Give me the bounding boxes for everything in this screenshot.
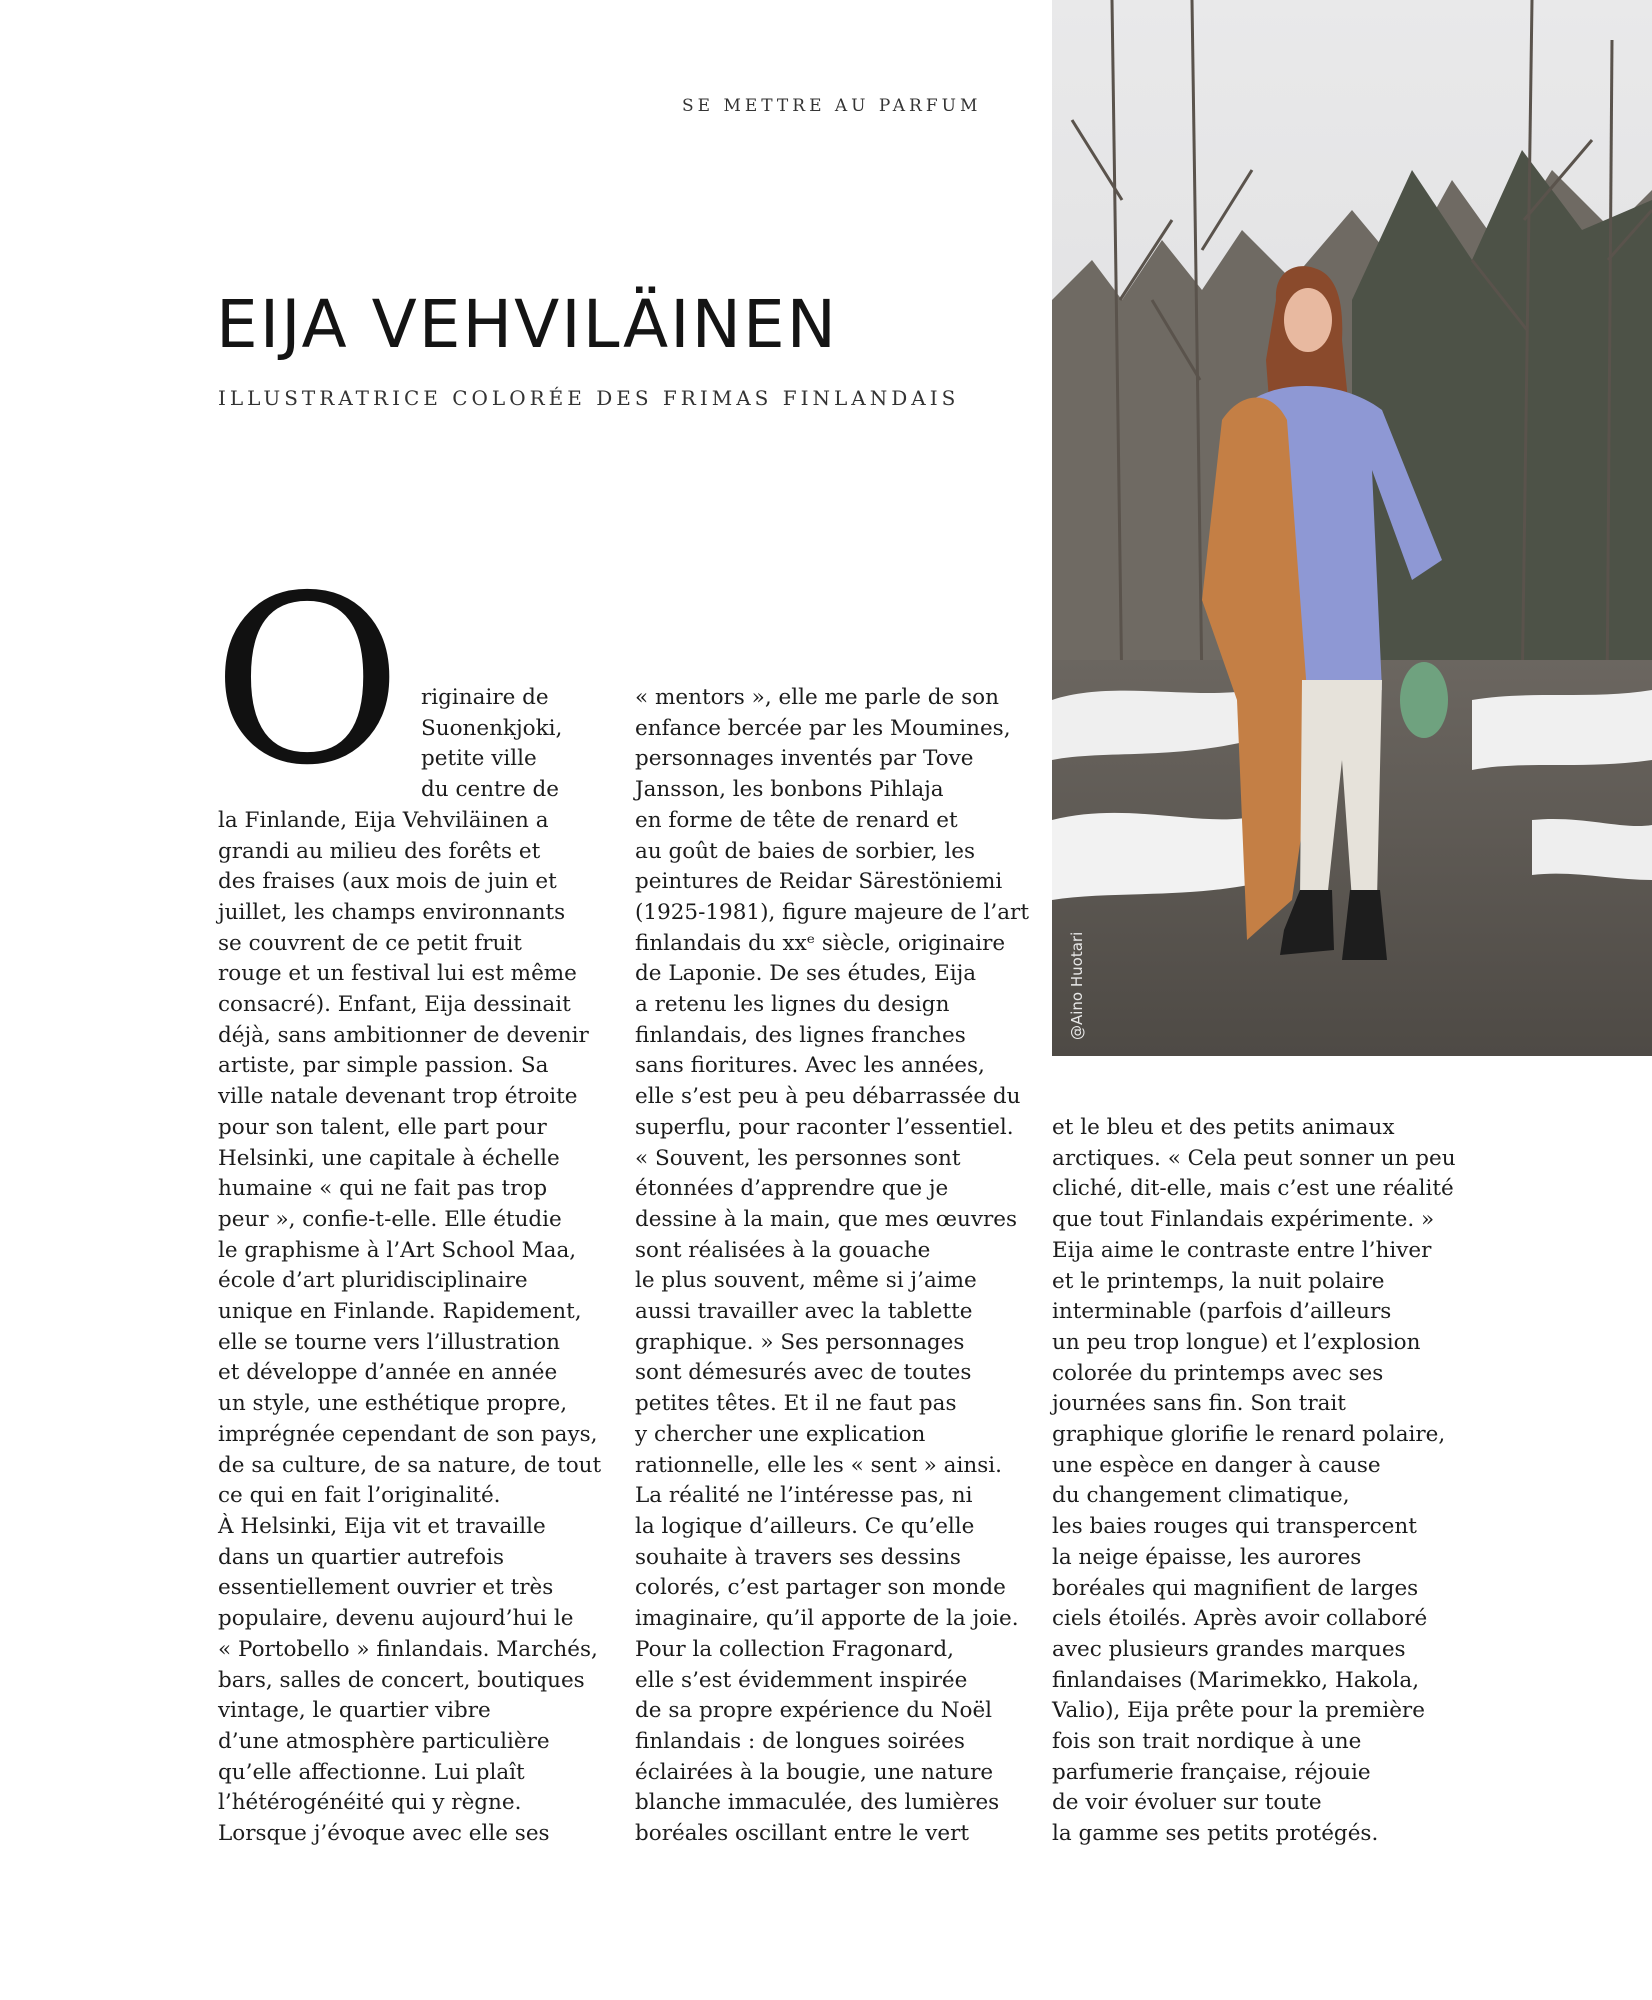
text-line: finlandais du xxᵉ siècle, originaire <box>635 930 1006 956</box>
text-line: de Laponie. De ses études, Eija <box>635 961 977 987</box>
text-line: interminable (parfois d’ailleurs <box>1052 1299 1392 1325</box>
text-line: une espèce en danger à cause <box>1052 1452 1381 1478</box>
hat-in-hand <box>1400 662 1448 738</box>
text-line: imprégnée cependant de son pays, <box>218 1421 598 1447</box>
text-line: que tout Finlandais expérimente. » <box>1052 1207 1435 1233</box>
drop-cap: O <box>212 546 403 816</box>
text-line: et développe d’année en année <box>218 1360 558 1386</box>
text-line: grandi au milieu des forêts et <box>218 838 541 864</box>
text-line: Valio), Eija prête pour la première <box>1052 1698 1425 1724</box>
text-line: blanche immaculée, des lumières <box>635 1790 1000 1816</box>
article-subtitle: ILLUSTRATRICE COLORÉE DES FRIMAS FINLANDAIS <box>218 386 960 410</box>
text-line: humaine « qui ne fait pas trop <box>218 1176 548 1202</box>
text-line: de sa propre expérience du Noël <box>635 1698 993 1724</box>
text-line: ciels étoilés. Après avoir collaboré <box>1052 1606 1428 1632</box>
text-line: Pour la collection Fragonard, <box>635 1636 954 1662</box>
text-line: personnages inventés par Tove <box>635 746 974 772</box>
text-line: journées sans fin. Son trait <box>1052 1391 1346 1417</box>
text-column-2 <box>635 683 1029 1850</box>
text-line: finlandais : de longues soirées <box>635 1728 965 1754</box>
text-line: consacré). Enfant, Eija dessinait <box>218 992 571 1018</box>
text-line: arctiques. « Cela peut sonner un peu <box>1052 1145 1456 1171</box>
text-line: de voir évoluer sur toute <box>1052 1790 1322 1816</box>
text-line: les baies rouges qui transpercent <box>1052 1514 1417 1540</box>
text-line: éclairées à la bougie, une nature <box>635 1759 994 1785</box>
text-line: sont réalisées à la gouache <box>635 1237 931 1263</box>
text-line: colorés, c’est partager son monde <box>635 1575 1006 1601</box>
portrait-photo <box>1052 0 1652 1056</box>
text-line: peintures de Reidar Särestöniemi <box>635 869 1003 895</box>
text-line: un style, une esthétique propre, <box>218 1391 568 1417</box>
text-line: rouge et un festival lui est même <box>218 961 577 987</box>
text-line: cliché, dit-elle, mais c’est une réalité <box>1052 1176 1454 1202</box>
text-line: se couvrent de ce petit fruit <box>218 930 522 956</box>
text-line: étonnées d’apprendre que je <box>635 1176 949 1202</box>
text-line: enfance bercée par les Moumines, <box>635 715 1011 741</box>
text-line: Jansson, les bonbons Pihlaja <box>635 777 944 803</box>
text-line: souhaite à travers ses dessins <box>635 1544 961 1570</box>
snow-patch-4 <box>1532 819 1652 880</box>
text-line: la Finlande, Eija Vehviläinen a <box>218 807 549 833</box>
snow-patch-3 <box>1472 690 1652 770</box>
face <box>1284 288 1332 352</box>
text-line: elle se tourne vers l’illustration <box>218 1329 561 1355</box>
text-column-1 <box>218 683 601 1850</box>
text-line: unique en Finlande. Rapidement, <box>218 1299 582 1325</box>
text-line: de sa culture, de sa nature, de tout <box>218 1452 602 1478</box>
text-line: elle s’est évidemment inspirée <box>635 1667 968 1693</box>
photo-credit: @Aino Huotari <box>1068 931 1086 1040</box>
text-line: un peu trop longue) et l’explosion <box>1052 1329 1421 1355</box>
text-line: sans fioritures. Avec les années, <box>635 1053 985 1079</box>
text-line: colorée du printemps avec ses <box>1052 1360 1384 1386</box>
text-line: le plus souvent, même si j’aime <box>635 1268 977 1294</box>
text-line: artiste, par simple passion. Sa <box>218 1053 549 1079</box>
text-line: finlandais, des lignes franches <box>635 1022 966 1048</box>
text-line: Suonenkjoki, <box>421 715 563 741</box>
text-line: Helsinki, une capitale à échelle <box>218 1145 560 1171</box>
text-line: la neige épaisse, les aurores <box>1052 1544 1362 1570</box>
text-line: école d’art pluridisciplinaire <box>218 1268 528 1294</box>
text-line: La réalité ne l’intéresse pas, ni <box>635 1483 973 1509</box>
text-line: graphique. » Ses personnages <box>635 1329 965 1355</box>
text-line: y chercher une explication <box>635 1421 926 1447</box>
text-line: au goût de baies de sorbier, les <box>635 838 976 864</box>
text-line: et le bleu et des petits animaux <box>1052 1115 1395 1140</box>
text-line: riginaire de <box>421 685 549 710</box>
text-line: « Souvent, les personnes sont <box>635 1145 961 1171</box>
text-line: ce qui en fait l’originalité. <box>218 1483 501 1509</box>
text-line: finlandaises (Marimekko, Hakola, <box>1052 1667 1420 1693</box>
text-line: et le printemps, la nuit polaire <box>1052 1268 1385 1294</box>
text-line: populaire, devenu aujourd’hui le <box>218 1606 574 1632</box>
text-line: du centre de <box>421 777 560 803</box>
text-line: (1925-1981), figure majeure de l’art <box>635 899 1029 925</box>
text-line: petites têtes. Et il ne faut pas <box>635 1391 957 1417</box>
text-line: en forme de tête de renard et <box>635 807 958 833</box>
text-line: Lorsque j’évoque avec elle ses <box>218 1821 550 1847</box>
text-line: la logique d’ailleurs. Ce qu’elle <box>635 1513 975 1539</box>
text-line: déjà, sans ambitionner de devenir <box>218 1022 589 1048</box>
text-line: parfumerie française, réjouie <box>1052 1759 1371 1785</box>
text-line: dans un quartier autrefois <box>218 1544 504 1570</box>
text-line: le graphisme à l’Art School Maa, <box>218 1237 577 1263</box>
text-line: boréales qui magnifient de larges <box>1052 1575 1419 1601</box>
text-line: imaginaire, qu’il apporte de la joie. <box>635 1606 1019 1632</box>
text-line: graphique glorifie le renard polaire, <box>1052 1422 1446 1448</box>
text-line: sont démesurés avec de toutes <box>635 1360 972 1386</box>
text-line: vintage, le quartier vibre <box>218 1698 491 1724</box>
text-line: des fraises (aux mois de juin et <box>218 869 557 895</box>
text-line: aussi travailler avec la tablette <box>635 1299 973 1325</box>
text-line: « Portobello » finlandais. Marchés, <box>218 1636 598 1662</box>
portrait-illustration <box>1052 0 1652 1056</box>
text-line: la gamme ses petits protégés. <box>1052 1821 1379 1847</box>
text-line: l’hétérogénéité qui y règne. <box>218 1790 522 1816</box>
text-line: peur », confie-t-elle. Elle étudie <box>218 1206 562 1232</box>
text-line: du changement climatique, <box>1052 1483 1350 1509</box>
text-line: d’une atmosphère particulière <box>218 1728 550 1754</box>
text-line: bars, salles de concert, boutiques <box>218 1667 585 1693</box>
running-head: SE METTRE AU PARFUM <box>682 96 982 116</box>
text-line: superflu, pour raconter l’essentiel. <box>635 1114 1014 1140</box>
text-line: avec plusieurs grandes marques <box>1052 1636 1406 1662</box>
text-line: petite ville <box>421 746 537 772</box>
text-line: qu’elle affectionne. Lui plaît <box>218 1759 525 1785</box>
text-line: a retenu les lignes du design <box>635 992 950 1018</box>
text-line: essentiellement ouvrier et très <box>218 1575 554 1601</box>
article-title: EIJA VEHVILÄINEN <box>216 286 839 363</box>
text-line: Eija aime le contraste entre l’hiver <box>1052 1237 1432 1263</box>
text-line: À Helsinki, Eija vit et travaille <box>218 1513 546 1539</box>
text-column-3 <box>1052 1113 1456 1850</box>
text-line: pour son talent, elle part pour <box>218 1114 547 1140</box>
text-line: juillet, les champs environnants <box>218 899 566 925</box>
text-line: dessine à la main, que mes œuvres <box>635 1206 1018 1232</box>
text-line: elle s’est peu à peu débarrassée du <box>635 1084 1021 1110</box>
text-line: ville natale devenant trop étroite <box>218 1084 578 1110</box>
text-line: « mentors », elle me parle de son <box>635 685 999 710</box>
text-line: rationnelle, elle les « sent » ainsi. <box>635 1452 1002 1478</box>
text-line: boréales oscillant entre le vert <box>635 1821 970 1847</box>
text-line: fois son trait nordique à une <box>1052 1729 1362 1755</box>
